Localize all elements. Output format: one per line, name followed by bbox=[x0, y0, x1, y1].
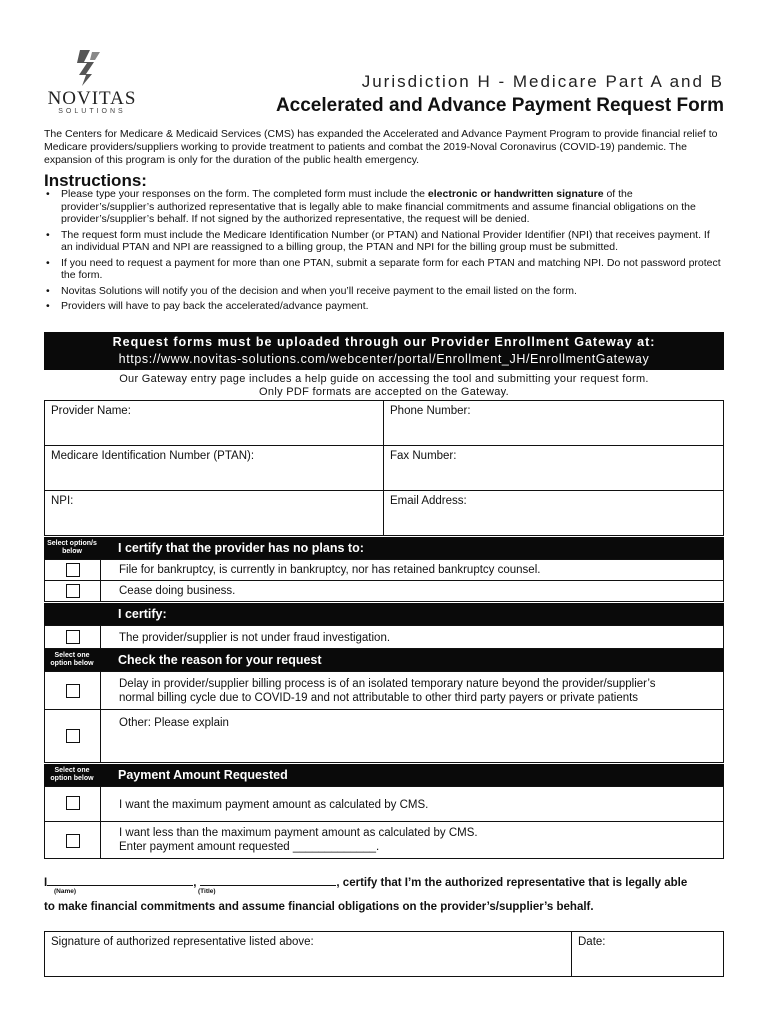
option-row-fraud bbox=[44, 625, 724, 649]
other-reason-checkbox[interactable] bbox=[66, 729, 80, 743]
instruction-item: • Providers will have to pay back the accelerated/advance payment. bbox=[44, 300, 724, 313]
select-hint: Select option/s below bbox=[47, 540, 97, 555]
billing-delay-checkbox[interactable] bbox=[66, 684, 80, 698]
upload-banner bbox=[44, 332, 724, 370]
name-label: (Name) bbox=[54, 888, 77, 895]
less-payment-checkbox[interactable] bbox=[66, 834, 80, 848]
option-label: Cease doing business. bbox=[119, 585, 236, 597]
certification-statement: I , , certify that I’m the authorized representative that is legally able (Name) (Title) to make financial commitments and assume financial obligations on the provider’s/supplier’s behalf. bbox=[44, 877, 688, 913]
gateway-note: Our Gateway entry page includes a help guide on accessing the tool and submitting your request form. Only PDF formats are accepted on the Gateway. bbox=[119, 373, 649, 398]
novitas-logo-mark-icon bbox=[74, 48, 104, 88]
instructions-list bbox=[44, 188, 724, 316]
email-address-field[interactable]: Email Address: bbox=[390, 495, 467, 507]
form-title: Accelerated and Advance Payment Request Form bbox=[275, 95, 724, 116]
date-field[interactable]: Date: bbox=[578, 936, 606, 948]
npi-field[interactable]: NPI: bbox=[45, 491, 384, 535]
option-label: Other: Please explain bbox=[119, 717, 229, 729]
title-label: (Title) bbox=[198, 888, 216, 895]
option-row-less-payment bbox=[44, 821, 724, 859]
section-title: Check the reason for your request bbox=[118, 653, 322, 667]
section-title: Payment Amount Requested bbox=[118, 768, 288, 782]
ptan-field[interactable]: Medicare Identification Number (PTAN): bbox=[45, 446, 384, 491]
signature-field[interactable]: Signature of authorized representative listed above: bbox=[45, 932, 572, 976]
option-label: I want less than the maximum payment amount as calculated by CMS. Enter payment amount requested _____________. bbox=[119, 827, 478, 853]
option-label: Delay in provider/supplier billing process is of an isolated temporary nature beyond the provider/supplier’s normal billing cycle due to COVID-19 and not attributable to other third party payers or private patients bbox=[119, 678, 656, 704]
select-hint: Select one option below bbox=[50, 767, 94, 782]
fax-number-field[interactable]: Fax Number: bbox=[384, 446, 723, 491]
provider-name-field[interactable]: Provider Name: bbox=[45, 401, 384, 446]
option-row-bankruptcy bbox=[44, 559, 724, 581]
gateway-url-link[interactable]: https://www.novitas-solutions.com/webcenter/portal/Enrollment_JH/EnrollmentGateway bbox=[118, 352, 650, 366]
section-certify-header bbox=[44, 603, 724, 625]
option-label: File for bankruptcy, is currently in bankruptcy, nor has retained bankruptcy counsel. bbox=[119, 564, 541, 576]
instruction-item: • Novitas Solutions will notify you of the decision and when you’ll receive payment to the email listed on the form. bbox=[44, 285, 724, 298]
bankruptcy-checkbox[interactable] bbox=[66, 563, 80, 577]
logo-wordmark: NOVITAS bbox=[47, 88, 137, 109]
option-row-max-payment bbox=[44, 786, 724, 822]
section-title: I certify that the provider has no plans to: bbox=[118, 541, 364, 555]
fraud-checkbox[interactable] bbox=[66, 630, 80, 644]
max-payment-checkbox[interactable] bbox=[66, 796, 80, 810]
name-line[interactable] bbox=[47, 875, 193, 886]
instructions-heading: Instructions: bbox=[44, 171, 147, 190]
instruction-item: • Please type your responses on the form. The completed form must include the electronic or handwritten signature of the provider’s/supplier’s authorized representative that is legally able to make financial commitments and assume financial obligations on the provider’s/supplier’s behalf. If not signed by the authorized representative, the request will be denied. bbox=[44, 188, 724, 226]
upload-instruction: Request forms must be uploaded through our Provider Enrollment Gateway at: bbox=[112, 335, 656, 349]
title-line[interactable] bbox=[200, 875, 336, 886]
option-row-billing-delay bbox=[44, 671, 724, 710]
instruction-item: • If you need to request a payment for more than one PTAN, submit a separate form for each PTAN and matching NPI. Do not password protect the form. bbox=[44, 257, 724, 282]
instruction-item: • The request form must include the Medicare Identification Number (or PTAN) and National Provider Identifier (NPI) that receives payment. If an individual PTAN and NPI are reassigned to a billing group, the PTAN and NPI for the billing group must be submitted. bbox=[44, 229, 724, 254]
phone-number-field[interactable]: Phone Number: bbox=[384, 401, 723, 446]
section-no-plans-header bbox=[44, 537, 724, 559]
jurisdiction-heading: Jurisdiction H - Medicare Part A and B bbox=[361, 72, 724, 91]
section-title: I certify: bbox=[118, 607, 167, 621]
signature-box bbox=[44, 931, 724, 977]
cease-business-checkbox[interactable] bbox=[66, 584, 80, 598]
section-reason-header bbox=[44, 649, 724, 671]
logo-subtitle: SOLUTIONS bbox=[58, 108, 126, 115]
intro-paragraph: The Centers for Medicare & Medicaid Services (CMS) has expanded the Accelerated and Advance Payment Program to provide financial relief to Medicare providers/suppliers working to provide treatment to patients and combat the 2019-Noval Coronavirus (COVID-19) pandemic. The expansion of this program is only for the duration of the public health emergency. bbox=[44, 128, 718, 166]
section-payment-header bbox=[44, 764, 724, 786]
provider-info-grid bbox=[44, 400, 724, 536]
novitas-logo bbox=[44, 48, 140, 120]
option-row-cease-business bbox=[44, 580, 724, 602]
option-row-other bbox=[44, 709, 724, 763]
option-label: I want the maximum payment amount as calculated by CMS. bbox=[119, 799, 429, 811]
option-label: The provider/supplier is not under fraud investigation. bbox=[119, 632, 391, 644]
select-hint: Select one option below bbox=[50, 652, 94, 667]
